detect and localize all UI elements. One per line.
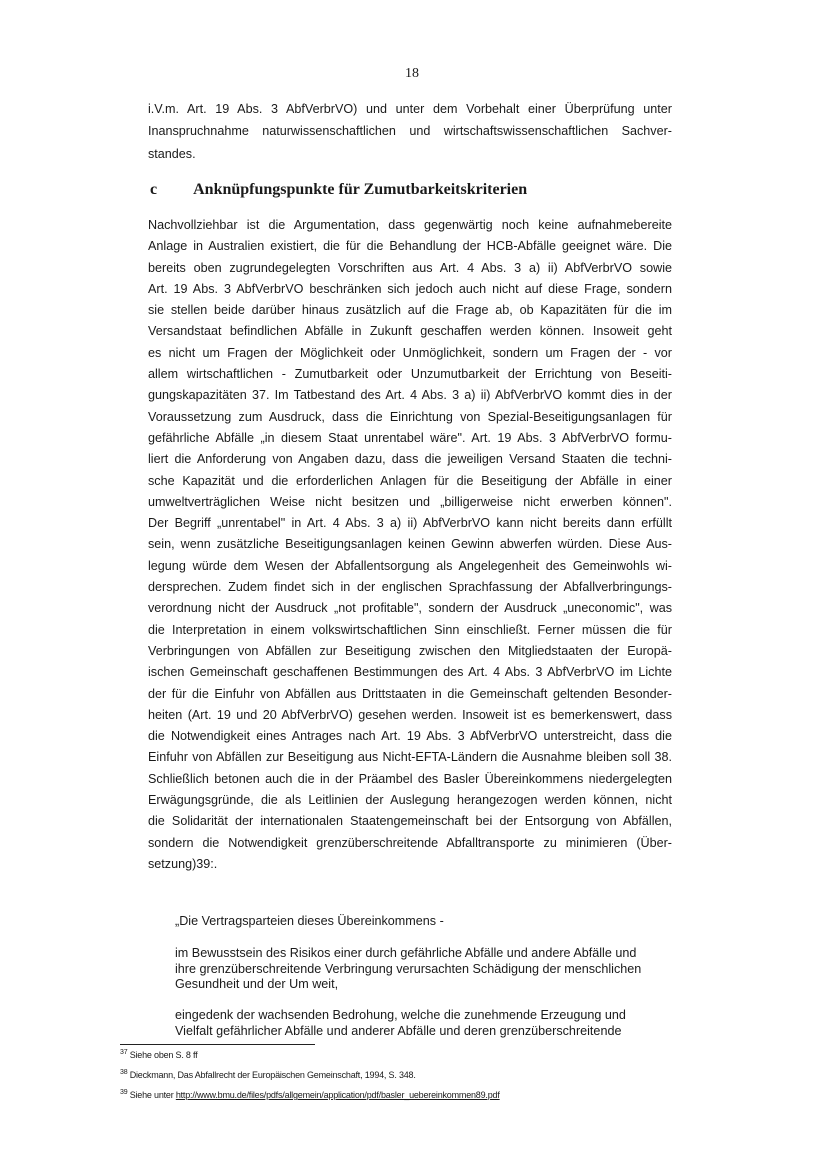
footnote-text: Dieckmann, Das Abfallrecht der Europäischen Gemeinschaft, 1994, S. 348. — [127, 1070, 416, 1080]
text-line: verordnung nicht der Ausdruck „not profitable", sondern der Ausdruck „uneconomic", was — [148, 601, 672, 616]
text-line: es nicht um Fragen der Möglichkeit oder Unmöglichkeit, sondern um Fragen der - vor — [148, 345, 672, 360]
footnote — [120, 1084, 720, 1104]
text-line: i.V.m. Art. 19 Abs. 3 AbfVerbrVO) und unter dem Vorbehalt einer Überprüfung unter — [148, 102, 672, 116]
footnote-number: 37 — [120, 1049, 128, 1056]
footnote — [120, 1044, 720, 1064]
quote-paragraph: eingedenk der wachsenden Bedrohung, welche die zunehmende Erzeugung und Vielfalt gefährlicher Abfälle und anderer Abfälle und deren grenzüberschreitende — [175, 1008, 626, 1038]
text-line: ischen Gemeinschaft geschaffenen Bestimmungen des Art. 4 Abs. 3 AbfVerbrVO im Lichte — [148, 665, 672, 680]
text-line: heiten (Art. 19 und 20 AbfVerbrVO) gesehen werden. Insoweit ist es bemerkenswert, dass — [148, 707, 672, 722]
text-line: die Solidarität der internationalen Staatengemeinschaft bei der Entsorgung von Abfällen, — [148, 814, 672, 829]
text-line: die Notwendigkeit eines Antrages nach Art. 19 Abs. 3 AbfVerbrVO unterstreicht, dass die — [148, 729, 672, 744]
section-title: Anknüpfungspunkte für Zumutbarkeitskriterien — [193, 181, 528, 198]
text-line: Nachvollziehbar ist die Argumentation, dass gegenwärtig noch keine aufnahmebereite — [148, 218, 672, 232]
text-line: Voraussetzung zum Ausdruck, dass die Einrichtung von Spezial-Beseitigungsanlagen für — [148, 409, 672, 424]
footnote-text: Siehe oben S. 8 ff — [127, 1050, 198, 1060]
text-line: bereits oben zugrundegelegten Vorschriften aus Art. 4 Abs. 3 a) ii) AbfVerbrVO sowie — [148, 260, 672, 275]
text-line: Schließlich betonen auch die in der Präambel des Basler Übereinkommens niedergelegten — [148, 771, 672, 786]
footnotes — [120, 1044, 720, 1104]
text-line: Anlage in Australien existiert, die für die Behandlung der HCB-Abfälle geeignet wäre. Die — [148, 239, 672, 254]
text-line: Einfuhr von Abfällen zur Beseitigung aus Nicht-EFTA-Ländern die Ausnahme bleiben soll 38. — [148, 750, 672, 765]
footnote-number: 38 — [120, 1069, 128, 1076]
text-line: legung würde dem Wesen der Abfallentsorgung als Angelegenheit des Gemeinwohls wi- — [148, 558, 672, 573]
footnote — [120, 1064, 720, 1084]
text-line: sche Kapazität und die erforderlichen Anlagen für die Beseitigung der Abfälle in einer — [148, 473, 672, 488]
footnote-number: 39 — [120, 1089, 128, 1096]
text-line: die Interpretation in einem volkswirtschaftlichen Sinn einschließt. Ferner müssen die für — [148, 622, 672, 637]
text-line: Erwägungsgründe, die als Leitlinien der Auslegung herangezogen werden können, nicht — [148, 793, 672, 808]
text-line: gefährliche Abfälle „in diesem Staat unrentabel wäre". Art. 19 Abs. 3 AbfVerbrVO formu- — [148, 430, 672, 445]
main-paragraph — [148, 215, 672, 875]
section-letter: c — [150, 181, 158, 198]
text-line: Inanspruchnahme naturwissenschaftlichen und wirtschaftswissenschaftlichen Sachver- — [148, 124, 672, 139]
page-number: 18 — [405, 66, 419, 81]
text-line: der für die Einfuhr von Abfällen aus Drittstaaten in die Gemeinschaft geltenden Besonder- — [148, 686, 672, 701]
text-line: gungskapazitäten 37. Im Tatbestand des Art. 4 Abs. 3 a) ii) AbfVerbrVO kommt dies in der — [148, 388, 672, 403]
text-line: umweltverträglichen Weise nicht besitzen und „billigerweise nicht erwerben können". — [148, 494, 672, 509]
footnote-link[interactable]: http://www.bmu.de/files/pdfs/allgemein/application/pdf/basler_uebereinkommen89.pdf — [175, 1090, 500, 1100]
quote-paragraph: im Bewusstsein des Risikos einer durch gefährliche Abfälle und andere Abfälle und ihre grenzüberschreitende Verbringung verursachten Schädigung der menschlichen Gesundheit und der Um weit, — [175, 946, 642, 991]
text-line: Versandstaat befindlichen Abfälle in Zukunft geschaffen werden können. Insoweit geht — [148, 324, 672, 339]
text-line: liert die Anforderung von Angaben dazu, dass die jeweiligen Versand Staaten die techni- — [148, 452, 672, 467]
text-line: sondern die Notwendigkeit grenzüberschreitende Abfalltransporte zu minimieren (Über- — [148, 835, 672, 850]
text-line: standes. — [148, 146, 196, 161]
footnote-text: Siehe unter — [127, 1090, 176, 1100]
text-line: allem wirtschaftlichen - Zumutbarkeit oder Unzumutbarkeit der Errichtung von Beseiti- — [148, 367, 672, 382]
intro-paragraph — [148, 98, 672, 165]
text-line: Der Begriff „unrentabel" in Art. 4 Abs. 3 a) ii) AbfVerbrVO kann nicht bereits dann erfüllt — [148, 516, 672, 531]
text-line: Art. 19 Abs. 3 AbfVerbrVO beschränken sich jedoch auch nicht auf diese Frage, sondern — [148, 281, 672, 296]
quote-opening: „Die Vertragsparteien dieses Übereinkommens - — [175, 914, 444, 928]
text-line: sie stellen beide darüber hinaus zusätzlich auf die Frage ab, ob Kapazitäten für die im — [148, 303, 672, 318]
text-line: Verbringungen von Abfällen zur Beseitigung zwischen den Mitgliedstaaten der Europä- — [148, 643, 672, 658]
text-line: setzung)39:. — [148, 856, 218, 871]
text-line: dersprechen. Zudem findet sich in der englischen Sprachfassung der Abfallverbringungs- — [148, 580, 672, 595]
section-heading — [150, 181, 527, 199]
text-line: sein, wenn zusätzliche Beseitigungsanlagen keinen Gewinn abwerfen würden. Diese Aus- — [148, 537, 672, 552]
